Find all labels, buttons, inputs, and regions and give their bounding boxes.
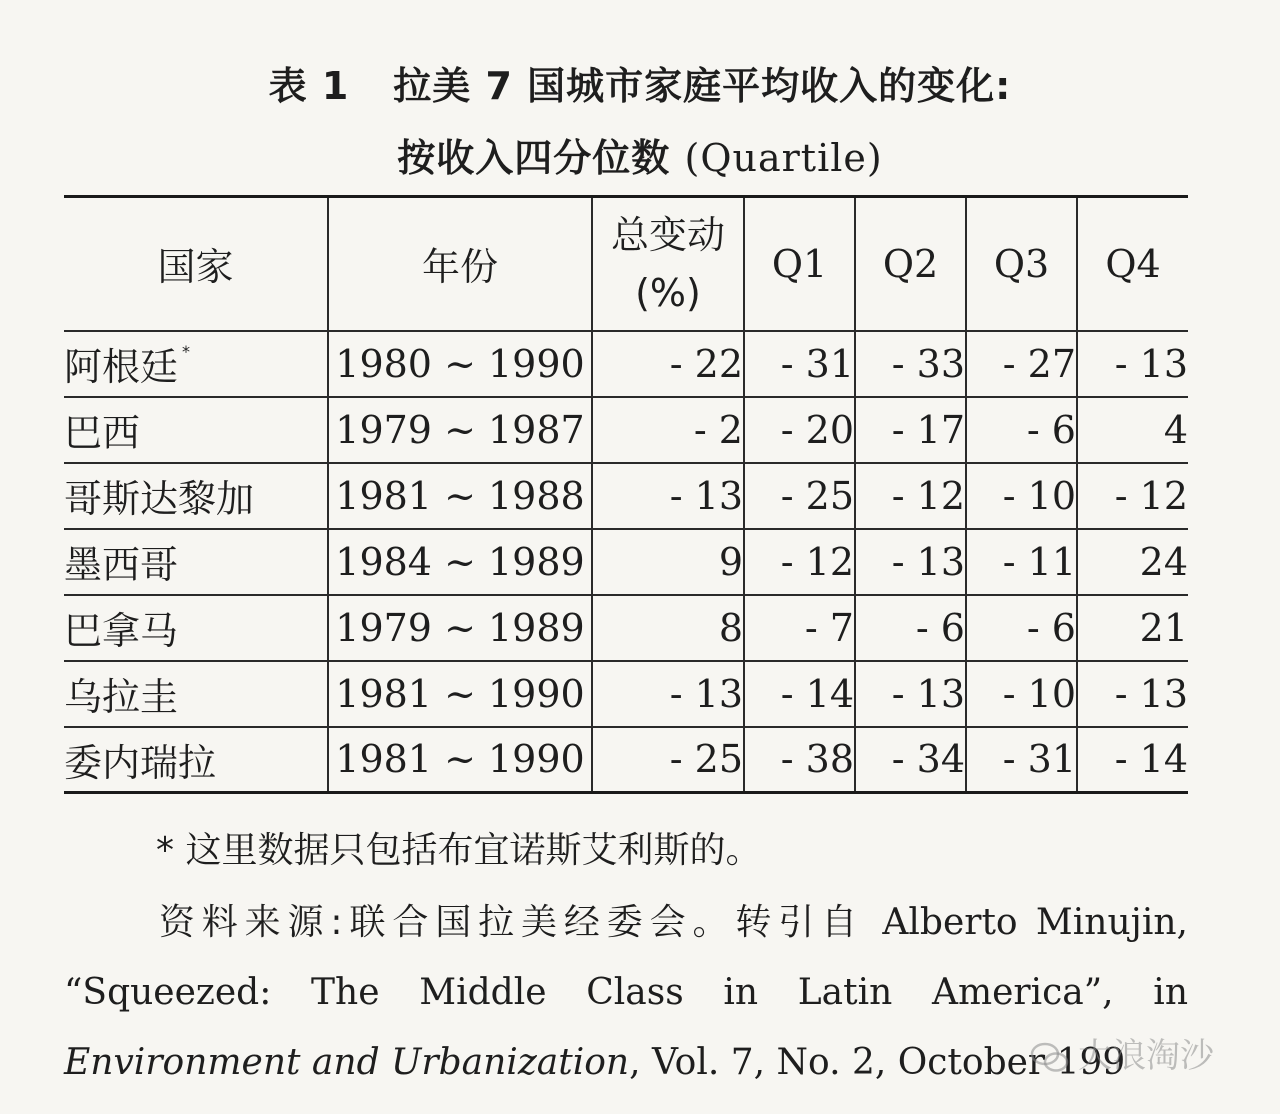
cell-years: 1981 ~ 1990 — [328, 727, 592, 793]
header-year: 年份 — [328, 197, 592, 331]
cell-country — [64, 661, 328, 727]
cell-q4: 4 — [1077, 397, 1188, 463]
source-label: 资料来源:联合国拉美经委会。转引自 — [152, 902, 865, 943]
income-change-table — [64, 195, 1188, 794]
footnote-mark: * — [182, 342, 191, 361]
cell-country — [64, 727, 328, 793]
country-name: 巴西 — [64, 411, 141, 455]
country-name: 墨西哥 — [64, 543, 179, 587]
table-title-line1: 拉美 7 国城市家庭平均收入的变化: — [393, 64, 1012, 108]
cell-q3: - 10 — [966, 661, 1077, 727]
cell-q4: 24 — [1077, 529, 1188, 595]
country-name: 巴拿马 — [64, 609, 179, 653]
cell-q2: - 13 — [855, 661, 966, 727]
cell-total-change: - 22 — [592, 331, 744, 397]
header-country: 国家 — [64, 197, 328, 331]
cell-q3: - 10 — [966, 463, 1077, 529]
header-q3: Q3 — [966, 197, 1077, 331]
cell-q1: - 12 — [744, 529, 855, 595]
table-row — [64, 331, 1188, 397]
source-journal: Environment and Urbanization — [64, 1042, 630, 1083]
cell-total-change: - 25 — [592, 727, 744, 793]
table-row — [64, 529, 1188, 595]
cell-country — [64, 529, 328, 595]
cell-q3: - 11 — [966, 529, 1077, 595]
cell-q2: - 33 — [855, 331, 966, 397]
header-total-change-unit: (%) — [635, 270, 701, 315]
cell-q1: - 25 — [744, 463, 855, 529]
table-subtitle — [0, 127, 1280, 182]
table-header-row — [64, 197, 1188, 331]
cell-q4: - 13 — [1077, 661, 1188, 727]
cell-q1: - 38 — [744, 727, 855, 793]
table-subtitle-paren: (Quartile) — [684, 136, 883, 180]
cell-q1: - 31 — [744, 331, 855, 397]
cell-q2: - 13 — [855, 529, 966, 595]
table-subtitle-main: 按收入四分位数 — [397, 136, 671, 180]
cell-country — [64, 463, 328, 529]
cell-q2: - 34 — [855, 727, 966, 793]
header-total-change — [592, 197, 744, 331]
cell-q3: - 27 — [966, 331, 1077, 397]
table-row — [64, 595, 1188, 661]
cell-years: 1979 ~ 1987 — [328, 397, 592, 463]
table-body — [64, 331, 1188, 793]
cell-q2: - 6 — [855, 595, 966, 661]
cell-country — [64, 331, 328, 397]
cell-q2: - 12 — [855, 463, 966, 529]
cell-q4: 21 — [1077, 595, 1188, 661]
cell-total-change: - 13 — [592, 463, 744, 529]
country-name: 乌拉圭 — [64, 675, 179, 719]
cell-q3: - 31 — [966, 727, 1077, 793]
cell-q3: - 6 — [966, 397, 1077, 463]
watermark — [1030, 1028, 1214, 1077]
cell-total-change: 8 — [592, 595, 744, 661]
country-name: 哥斯达黎加 — [64, 477, 255, 521]
source-volume: , Vol. 7, No. 2, October 199 — [629, 1042, 1126, 1083]
cell-q3: - 6 — [966, 595, 1077, 661]
cell-years: 1980 ~ 1990 — [328, 331, 592, 397]
table-title — [0, 55, 1280, 110]
wechat-icon — [1030, 1041, 1070, 1075]
cell-years: 1979 ~ 1989 — [328, 595, 592, 661]
table-number: 表 1 — [268, 64, 350, 108]
cell-total-change: - 13 — [592, 661, 744, 727]
table-row — [64, 661, 1188, 727]
cell-q1: - 7 — [744, 595, 855, 661]
cell-q1: - 14 — [744, 661, 855, 727]
cell-q4: - 12 — [1077, 463, 1188, 529]
cell-years: 1981 ~ 1988 — [328, 463, 592, 529]
table-row — [64, 397, 1188, 463]
cell-q1: - 20 — [744, 397, 855, 463]
source-author-title: Alberto Minujin, “Squeezed: The Middle Class in Latin America”, in — [64, 902, 1188, 1013]
cell-total-change: - 2 — [592, 397, 744, 463]
header-q2: Q2 — [855, 197, 966, 331]
header-q4: Q4 — [1077, 197, 1188, 331]
cell-country — [64, 397, 328, 463]
cell-country — [64, 595, 328, 661]
country-name: 阿根廷 — [64, 345, 179, 389]
cell-q4: - 13 — [1077, 331, 1188, 397]
cell-total-change: 9 — [592, 529, 744, 595]
header-q1: Q1 — [744, 197, 855, 331]
footnote: * 这里数据只包括布宜诺斯艾利斯的。 — [156, 830, 762, 871]
table-row — [64, 727, 1188, 793]
cell-years: 1984 ~ 1989 — [328, 529, 592, 595]
country-name: 委内瑞拉 — [64, 740, 217, 785]
watermark-text: 大浪淘沙 — [1078, 1036, 1214, 1076]
table-row — [64, 463, 1188, 529]
header-total-change-label: 总变动 — [610, 212, 725, 257]
source-citation — [64, 888, 1188, 1098]
cell-years: 1981 ~ 1990 — [328, 661, 592, 727]
cell-q2: - 17 — [855, 397, 966, 463]
cell-q4: - 14 — [1077, 727, 1188, 793]
